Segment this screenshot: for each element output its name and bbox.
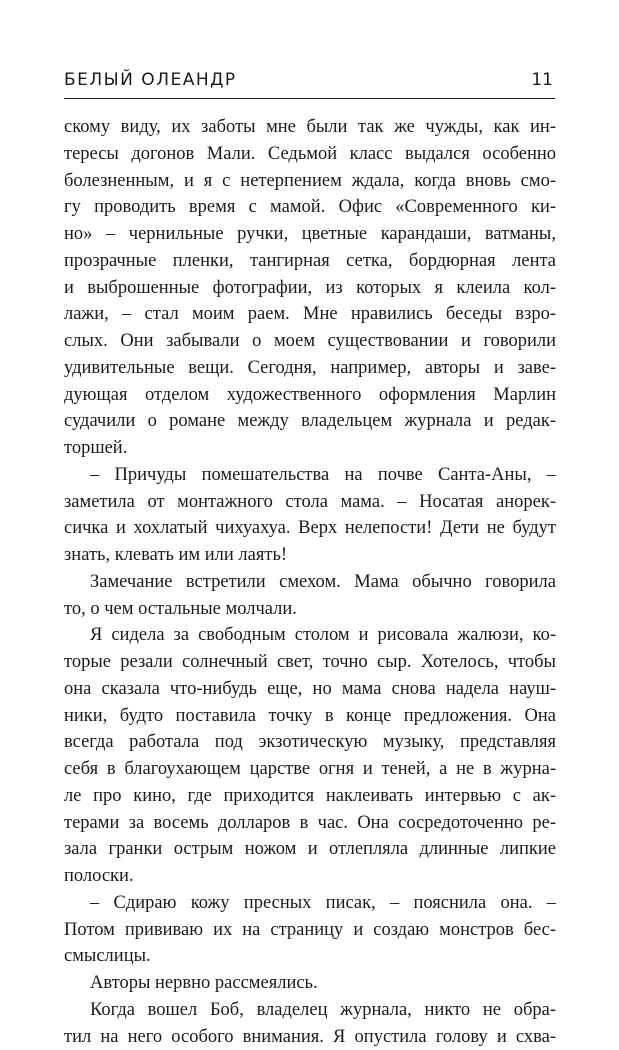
text-line: заметила от монтажного стола мама. – Носатая анорек- (64, 489, 556, 516)
text-line: Потом прививаю их на страницу и создаю монстров бес- (64, 917, 556, 944)
book-title: БЕЛЫЙ ОЛЕАНДР (64, 70, 237, 90)
text-line: – Сдираю кожу пресных писак, – пояснила она. – (64, 890, 556, 917)
header-rule (64, 98, 555, 99)
text-line: тил на него особого внимания. Я опустила голову и схва- (64, 1024, 556, 1050)
text-line: торшей. (64, 435, 556, 462)
text-line: всегда работала под экзотическую музыку, представляя (64, 729, 556, 756)
text-line: зала гранки острым ножом и отлепляла длинные липкие (64, 836, 556, 863)
running-head (64, 70, 555, 96)
text-line: торые резали солнечный свет, точно сыр. Хотелось, чтобы (64, 649, 556, 676)
text-line: знать, клевать им или лаять! (64, 542, 556, 569)
text-line: болезненным, и я с нетерпением ждала, когда вновь смо- (64, 168, 556, 195)
text-line: – Причуды помешательства на почве Санта-Аны, – (64, 462, 556, 489)
text-line: сичка и хохлатый чихуахуа. Верх нелепости! Дети не будут (64, 515, 556, 542)
text-line: ники, будто поставила точку в конце предложения. Она (64, 703, 556, 730)
text-line: ле про кино, где приходится наклеивать интервью с ак- (64, 783, 556, 810)
text-line: дующая отделом художественного оформления Марлин (64, 382, 556, 409)
text-line: терами за восемь долларов в час. Она сосредоточенно ре- (64, 810, 556, 837)
text-line: себя в благоухающем царстве огня и теней, а не в журна- (64, 756, 556, 783)
text-line: прозрачные пленки, тангирная сетка, бордюрная лента (64, 248, 556, 275)
text-line: Когда вошел Боб, владелец журнала, никто не обра- (64, 997, 556, 1024)
text-line: судачили о романе между владельцем журнала и редак- (64, 408, 556, 435)
text-line: слых. Они забывали о моем существовании и говорили (64, 328, 556, 355)
text-line: удивительные вещи. Сегодня, например, авторы и заве- (64, 355, 556, 382)
text-line: смыслицы. (64, 943, 556, 970)
text-line: Я сидела за свободным столом и рисовала жалюзи, ко- (64, 622, 556, 649)
text-line: гу проводить время с мамой. Офис «Современного ки- (64, 194, 556, 221)
text-line: и выброшенные фотографии, из которых я клеила кол- (64, 275, 556, 302)
body-text (64, 114, 556, 1050)
text-line: тересы догонов Мали. Седьмой класс выдался особенно (64, 141, 556, 168)
text-line: Авторы нервно рассмеялись. (64, 970, 556, 997)
page-number: 11 (531, 70, 553, 90)
text-line: лажи, – стал моим раем. Мне нравились беседы взро- (64, 301, 556, 328)
text-line: но» – чернильные ручки, цветные карандаши, ватманы, (64, 221, 556, 248)
text-line: Замечание встретили смехом. Мама обычно говорила (64, 569, 556, 596)
text-line: скому виду, их заботы мне были так же чужды, как ин- (64, 114, 556, 141)
text-line: полоски. (64, 863, 556, 890)
text-line: она сказала что-нибудь еще, но мама снова надела науш- (64, 676, 556, 703)
text-line: то, о чем остальные молчали. (64, 596, 556, 623)
